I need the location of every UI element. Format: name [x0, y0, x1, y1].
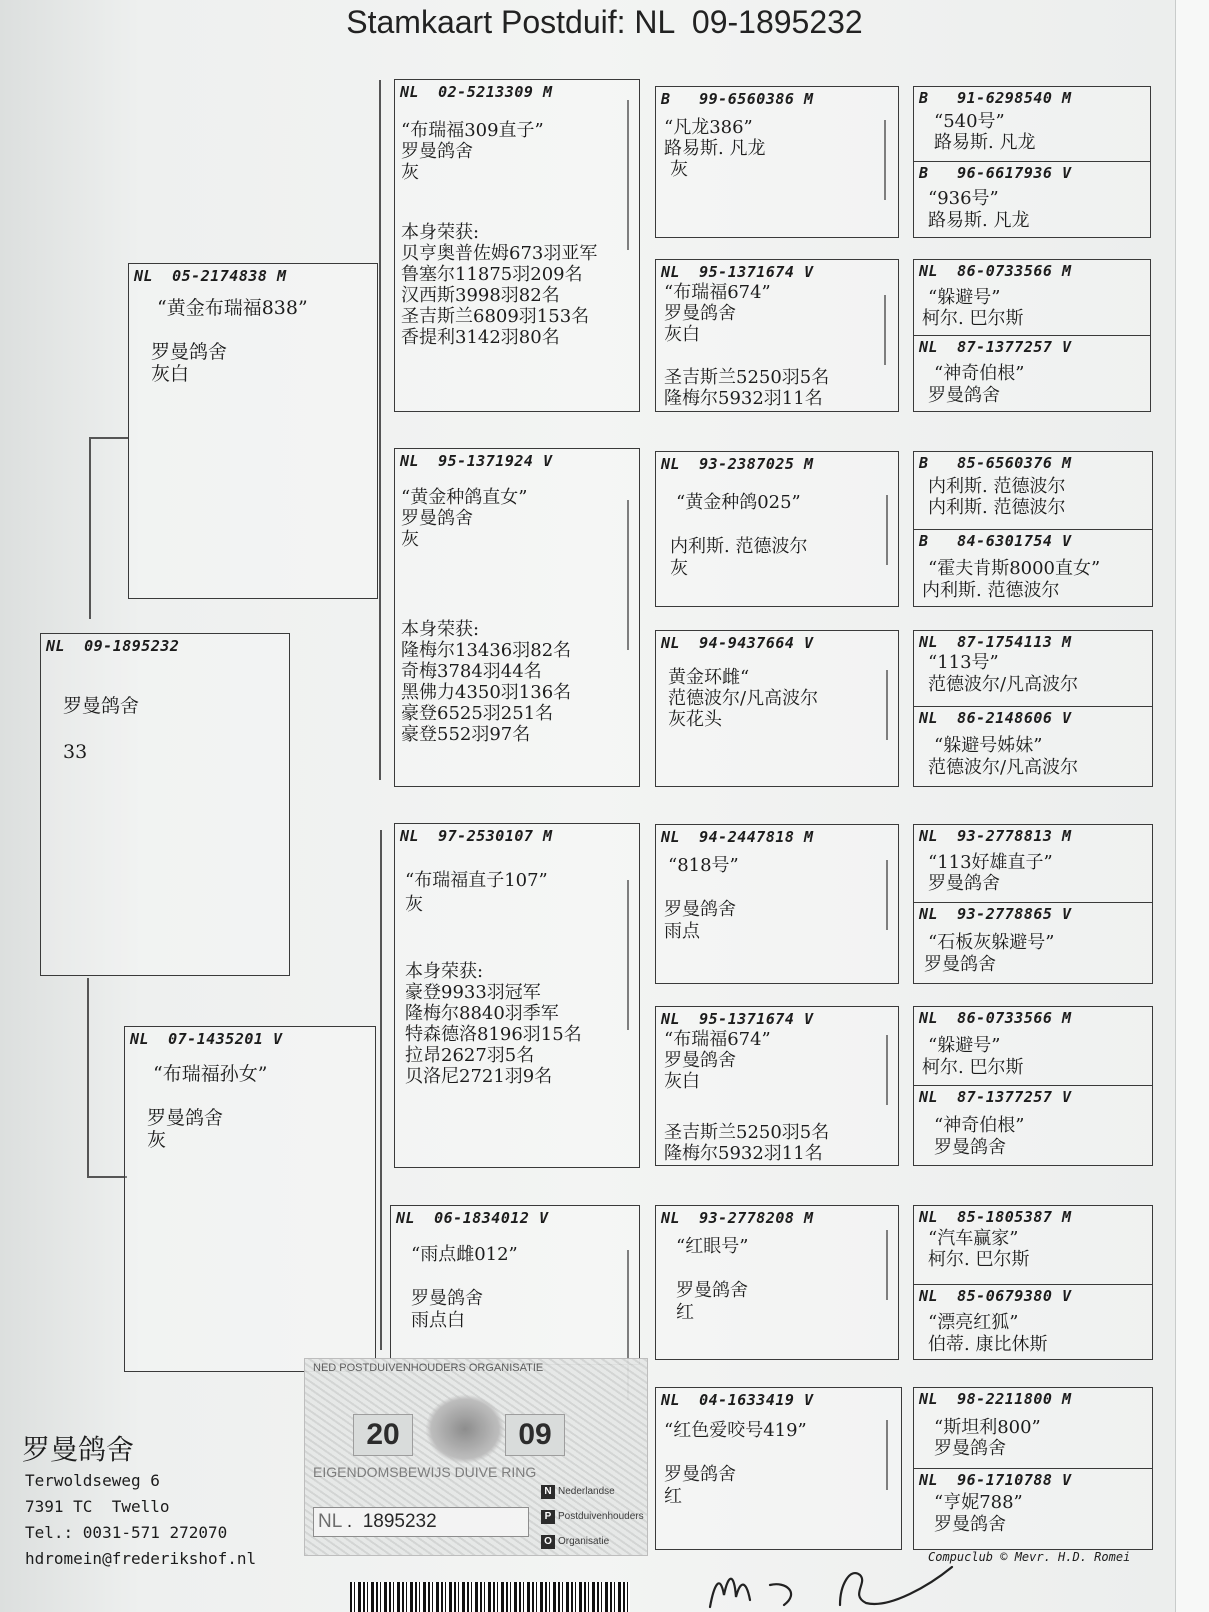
honor-item: 汉西斯3998羽82名: [401, 285, 560, 306]
connector: [379, 80, 381, 780]
divider: [914, 529, 1152, 530]
honor-item: 鲁塞尔11875羽209名: [401, 264, 583, 285]
honor-item: 贝亨奥普佐姆673羽亚军: [401, 243, 598, 264]
ring-number: B 96-6617936 V: [919, 164, 1072, 182]
org-line: Postduivenhouders: [558, 1511, 644, 1522]
ring-number: NL 87-1377257 V: [919, 338, 1072, 356]
divider: [914, 902, 1152, 903]
info-line: 柯尔. 巴尔斯: [922, 1057, 1024, 1078]
pedigree-box-g4-pair: [913, 259, 1151, 412]
info-line: 罗曼鸽舍: [664, 899, 736, 920]
info-line: 内利斯. 范德波尔: [922, 580, 1060, 601]
info-line: 路易斯. 凡龙: [664, 138, 766, 159]
info-line: 黄金环雌“: [668, 667, 750, 688]
info-line: “布瑞福674”: [664, 282, 771, 303]
divider: [914, 161, 1150, 162]
info-line: 圣吉斯兰5250羽5名: [664, 1122, 830, 1143]
loft-name: 罗曼鸽舍: [401, 508, 473, 529]
divider: [914, 1468, 1152, 1469]
org-line: Nederlandse: [558, 1486, 615, 1497]
honor-item: 豪登552羽97名: [401, 724, 531, 745]
pedigree-box-g4-pair: [913, 824, 1153, 984]
ring-number: B 84-6301754 V: [919, 532, 1072, 550]
ring-number: NL 94-9437664 V: [661, 634, 814, 652]
info-line: “凡龙386”: [664, 117, 753, 138]
info-line: “540号”: [934, 111, 1005, 132]
pedigree-box-g3: [655, 824, 899, 984]
pedigree-box-g4-pair: [913, 1205, 1153, 1360]
info-line: 路易斯. 凡龙: [934, 132, 1036, 153]
org-line: Organisatie: [558, 1536, 610, 1547]
info-line: 雨点: [664, 921, 700, 942]
info-line: “布瑞福674”: [664, 1029, 771, 1050]
pedigree-box-g4-pair: [913, 1387, 1153, 1550]
sticker-ring-value: 1895232: [362, 1511, 437, 1532]
pedigree-box-sire-dam: [394, 448, 640, 787]
info-line: 内利斯. 范德波尔: [928, 476, 1066, 497]
ring-number: NL 85-1805387 M: [919, 1208, 1072, 1226]
sticker-caption: EIGENDOMSBEWIJS DUIVE RING: [313, 1464, 537, 1480]
bird-name: “黄金布瑞福838”: [157, 297, 308, 319]
info-line: 灰花头: [668, 709, 722, 730]
ring-ownership-sticker: [304, 1358, 648, 1556]
info-line: 内利斯. 范德波尔: [928, 497, 1066, 518]
info-line: 灰: [670, 558, 688, 579]
bird-color: 灰白: [151, 363, 190, 385]
info-line: 隆梅尔5932羽11名: [664, 1143, 823, 1164]
pedigree-box-g3: [655, 259, 899, 412]
info-line: 罗曼鸽舍: [664, 1050, 736, 1071]
loft-name: 罗曼鸽舍: [151, 341, 228, 363]
ring-number: NL 93-2387025 M: [661, 455, 814, 473]
info-line: 红: [676, 1302, 694, 1323]
paper-edge: [1175, 0, 1209, 1612]
info-line: “躲避号姊妹”: [934, 735, 1043, 756]
bird-number: 33: [63, 741, 88, 763]
pedigree-box-g3: [655, 630, 899, 787]
bird-name: “布瑞福直子107”: [405, 870, 548, 891]
sticker-ring-prefix: NL: [318, 1511, 342, 1532]
pedigree-box-dam: [124, 1026, 376, 1372]
pedigree-box-g4-pair: [913, 86, 1151, 238]
ring-number: NL 95-1371924 V: [400, 452, 553, 470]
logo-letter-p-icon: P: [541, 1510, 555, 1524]
ring-number: NL 93-2778208 M: [661, 1209, 814, 1227]
connector: [89, 437, 91, 619]
ring-number: NL 95-1371674 V: [661, 1010, 814, 1028]
address-city: 7391 TC Twello: [25, 1497, 170, 1516]
info-line: 罗曼鸽舍: [934, 1514, 1006, 1535]
pedigree-box-dam-dam: [390, 1205, 640, 1365]
info-line: “红色爱咬号419”: [664, 1420, 807, 1441]
info-line: “黄金种鸽025”: [676, 492, 801, 513]
info-line: “躲避号”: [928, 287, 1001, 308]
ring-number: NL 09-1895232: [46, 637, 180, 655]
ring-number: NL 87-1377257 V: [919, 1088, 1072, 1106]
info-line: “113号”: [928, 652, 999, 673]
info-line: 灰: [670, 159, 688, 180]
sticker-year-right: 09: [505, 1414, 565, 1456]
pedigree-box-g3: [655, 1205, 899, 1360]
honor-item: 豪登6525羽251名: [401, 703, 554, 724]
sticker-ring-number: NL . 1895232: [313, 1507, 529, 1537]
info-line: 罗曼鸽舍: [664, 1464, 736, 1485]
ring-number: NL 97-2530107 M: [400, 827, 553, 845]
pedigree-box-g4-pair: [913, 630, 1153, 787]
ring-number: NL 95-1371674 V: [661, 263, 814, 281]
info-line: “113好雄直子”: [928, 852, 1053, 873]
info-line: 灰白: [664, 324, 700, 345]
ring-number: B 85-6560376 M: [919, 454, 1072, 472]
pedigree-box-sire: [128, 263, 378, 599]
info-line: 柯尔. 巴尔斯: [922, 308, 1024, 329]
ring-number: NL 04-1633419 V: [661, 1391, 814, 1409]
honor-item: 豪登9933羽冠军: [405, 982, 541, 1003]
owner-name: 罗曼鸽舍: [22, 1433, 135, 1466]
info-line: “818号”: [668, 855, 739, 876]
pedigree-box-g3: [655, 451, 899, 607]
ring-number: NL 86-0733566 M: [919, 262, 1072, 280]
info-line: “936号”: [928, 188, 999, 209]
pedigree-box-g3: [655, 86, 899, 238]
sticker-org-title: NED POSTDUIVENHOUDERS ORGANISATIE: [313, 1362, 544, 1374]
info-line: 内利斯. 范德波尔: [670, 536, 808, 557]
bird-name: “黄金种鸽直女”: [401, 487, 528, 508]
pedigree-box-bird: [40, 633, 290, 976]
info-line: 罗曼鸽舍: [676, 1280, 748, 1301]
divider: [914, 335, 1150, 336]
info-line: “石板灰躲避号”: [928, 932, 1055, 953]
page-title: Stamkaart Postduif: NL 09-1895232: [346, 4, 863, 40]
ring-number: B 99-6560386 M: [661, 90, 814, 108]
ring-number: NL 85-0679380 V: [919, 1287, 1072, 1305]
bird-name: “布瑞福309直子”: [401, 120, 544, 141]
address-street: Terwoldseweg 6: [25, 1471, 160, 1490]
honors-label: 本身荣获:: [405, 961, 484, 982]
honor-item: 香提利3142羽80名: [401, 327, 560, 348]
loft-name: 罗曼鸽舍: [63, 695, 140, 717]
info-line: 罗曼鸽舍: [934, 1137, 1006, 1158]
pedigree-box-sire-sire: [394, 79, 640, 412]
info-line: 圣吉斯兰5250羽5名: [664, 367, 830, 388]
info-line: 范德波尔/凡高波尔: [928, 757, 1079, 778]
honors-label: 本身荣获:: [401, 222, 480, 243]
info-line: 范德波尔/凡高波尔: [928, 674, 1079, 695]
ring-number: NL 02-5213309 M: [400, 83, 553, 101]
ring-number: NL 86-0733566 M: [919, 1009, 1072, 1027]
ring-number: B 91-6298540 M: [919, 89, 1072, 107]
bird-color: 灰: [401, 529, 419, 550]
info-line: 罗曼鸽舍: [664, 303, 736, 324]
honor-item: 黑佛力4350羽136名: [401, 682, 572, 703]
honor-item: 圣吉斯兰6809羽153名: [401, 306, 590, 327]
ring-number: NL 86-2148606 V: [919, 709, 1072, 727]
info-line: 柯尔. 巴尔斯: [928, 1249, 1030, 1270]
barcode: [350, 1582, 630, 1612]
ring-number: NL 05-2174838 M: [134, 267, 287, 285]
divider: [914, 706, 1152, 707]
ring-number: NL 87-1754113 M: [919, 633, 1072, 651]
info-line: 罗曼鸽舍: [928, 385, 1000, 406]
divider: [914, 1085, 1152, 1086]
connector: [380, 830, 382, 1350]
ring-number: NL 07-1435201 V: [130, 1030, 283, 1048]
honor-item: 奇梅3784羽44名: [401, 661, 542, 682]
pedigree-box-g4-pair: [913, 451, 1153, 607]
bird-name: “布瑞福孙女”: [153, 1063, 268, 1085]
info-line: “漂亮红狐”: [928, 1312, 1019, 1333]
connector: [87, 1176, 127, 1178]
bird-color: 雨点白: [411, 1310, 465, 1331]
ring-number: NL 98-2211800 M: [919, 1390, 1072, 1408]
ring-number: NL 93-2778865 V: [919, 905, 1072, 923]
info-line: “躲避号”: [928, 1035, 1001, 1056]
info-line: “神奇伯根”: [934, 363, 1025, 384]
pedigree-box-dam-sire: [394, 823, 640, 1168]
info-line: 伯蒂. 康比休斯: [928, 1334, 1048, 1355]
ring-number: NL 96-1710788 V: [919, 1471, 1072, 1489]
logo-letter-n-icon: N: [541, 1485, 555, 1499]
honor-item: 拉昂2627羽5名: [405, 1045, 535, 1066]
connector: [89, 437, 129, 439]
honor-item: 贝洛尼2721羽9名: [405, 1066, 553, 1087]
info-line: 罗曼鸽舍: [924, 954, 996, 975]
honor-item: 隆梅尔8840羽季军: [405, 1003, 559, 1024]
divider: [914, 1284, 1152, 1285]
info-line: “神奇伯根”: [934, 1115, 1025, 1136]
loft-name: 罗曼鸽舍: [147, 1107, 224, 1129]
emblem-icon: [425, 1394, 505, 1464]
info-line: “红眼号”: [676, 1236, 749, 1257]
info-line: “霍夫肯斯8000直女”: [928, 558, 1101, 579]
info-line: 罗曼鸽舍: [928, 873, 1000, 894]
ring-number: NL 94-2447818 M: [661, 828, 814, 846]
bird-color: 灰: [405, 894, 423, 915]
loft-name: 罗曼鸽舍: [401, 141, 473, 162]
info-line: “亨妮788”: [934, 1492, 1023, 1513]
bird-name: “雨点雌012”: [411, 1244, 518, 1265]
pedigree-box-g3: [655, 1006, 899, 1166]
info-line: 灰白: [664, 1071, 700, 1092]
honor-item: 特森德洛8196羽15名: [405, 1024, 582, 1045]
sticker-year-left: 20: [353, 1414, 413, 1456]
info-line: “汽车赢家”: [928, 1228, 1019, 1249]
connector: [87, 978, 89, 1178]
info-line: 隆梅尔5932羽11名: [664, 388, 823, 409]
bird-color: 灰: [401, 162, 419, 183]
pedigree-box-g4-pair: [913, 1006, 1153, 1166]
sticker-org-logo: [541, 1479, 644, 1554]
loft-name: 罗曼鸽舍: [411, 1288, 483, 1309]
honors-label: 本身荣获:: [401, 619, 480, 640]
info-line: 路易斯. 凡龙: [928, 210, 1030, 231]
info-line: 罗曼鸽舍: [934, 1438, 1006, 1459]
info-line: 红: [664, 1486, 682, 1507]
pedigree-box-g3: [655, 1387, 902, 1550]
ring-number: NL 93-2778813 M: [919, 827, 1072, 845]
logo-letter-o-icon: O: [541, 1535, 555, 1549]
phone-number: Tel.: 0031-571 272070: [25, 1523, 228, 1542]
software-credit: Compuclub © Mevr. H.D. Romei: [928, 1550, 1131, 1564]
ring-number: NL 06-1834012 V: [396, 1209, 549, 1227]
honor-item: 隆梅尔13436羽82名: [401, 640, 572, 661]
info-line: “斯坦利800”: [934, 1417, 1041, 1438]
email-address: hdromein@frederikshof.nl: [25, 1549, 257, 1568]
bird-color: 灰: [147, 1129, 167, 1151]
info-line: 范德波尔/凡高波尔: [668, 688, 819, 709]
